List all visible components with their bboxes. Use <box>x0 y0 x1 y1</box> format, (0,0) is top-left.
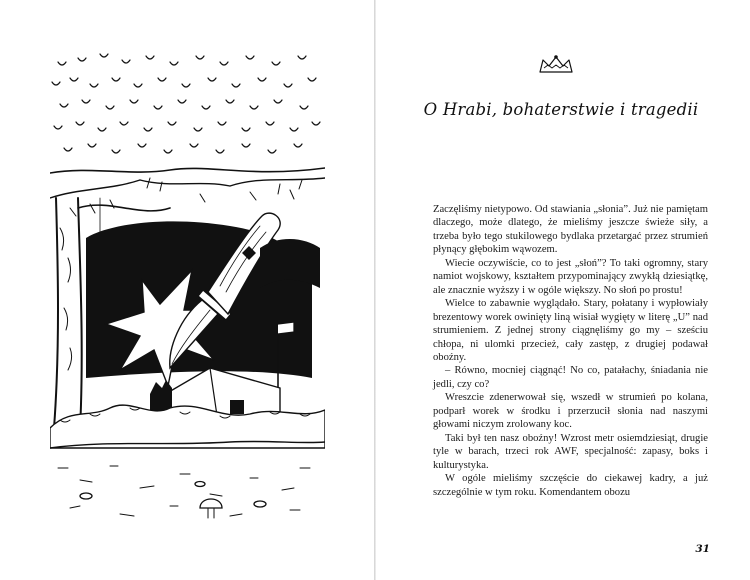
chapter-title: O Hrabi, bohaterstwie i tragedii <box>423 100 699 119</box>
body-text <box>433 203 708 499</box>
page-number: 31 <box>695 543 710 555</box>
paragraph: Wielce to zabawnie wyglądało. Stary, połatany i wypłowiały brezentowy worek owinięty liną wisiał wygięty w literę „U” nad strumieniem. Z jednej strony ciągnęliśmy go my – sześciu chłopa, ni ulomki przecież, cały zastęp, z drugiej podawał oboźny. <box>433 298 708 363</box>
knife-forest-illustration <box>50 48 325 526</box>
crown-ornament-icon <box>537 54 575 76</box>
canopy-leaves <box>52 54 320 153</box>
paragraph: Taki był ten nasz oboźny! Wzrost metr osiemdziesiąt, drugie tyle w barach, trzeci rok AWF, specjalność: zapasy, boks i kulturystyka. <box>433 432 708 471</box>
paragraph: Zaczęliśmy nietypowo. Od stawiania „słonia”. Już nie pamiętam dlaczego, może dlatego, że mieliśmy jeszcze świeże siły, a trzeba było tego stukilowego bydlaka przetargać przez strumień płynący głębokim wąwozem. <box>433 204 708 256</box>
paragraph: – Równo, mocniej ciągnąć! No co, patałachy, śniadania nie jedli, czy co? <box>433 365 708 390</box>
paragraph: Wiecie oczywiście, co to jest „słoń”? To taki ogromny, stary namiot wojskowy, kształtem przypominający zwykłą dziesiątkę, ale znacznie wyższy i w ogóle większy. No słoń po prostu! <box>433 257 708 296</box>
paragraph: W ogóle mieliśmy szczęście do ciekawej kadry, a już szczególnie w tym roku. Komendantem obozu <box>433 473 708 498</box>
paragraph: Wreszcie zdenerwował się, wszedł w strumień po kolana, podparł worek w środku i przerzucił słonia nad naszymi głowami niczym zrolowany koc. <box>433 392 708 431</box>
left-page <box>0 0 374 580</box>
